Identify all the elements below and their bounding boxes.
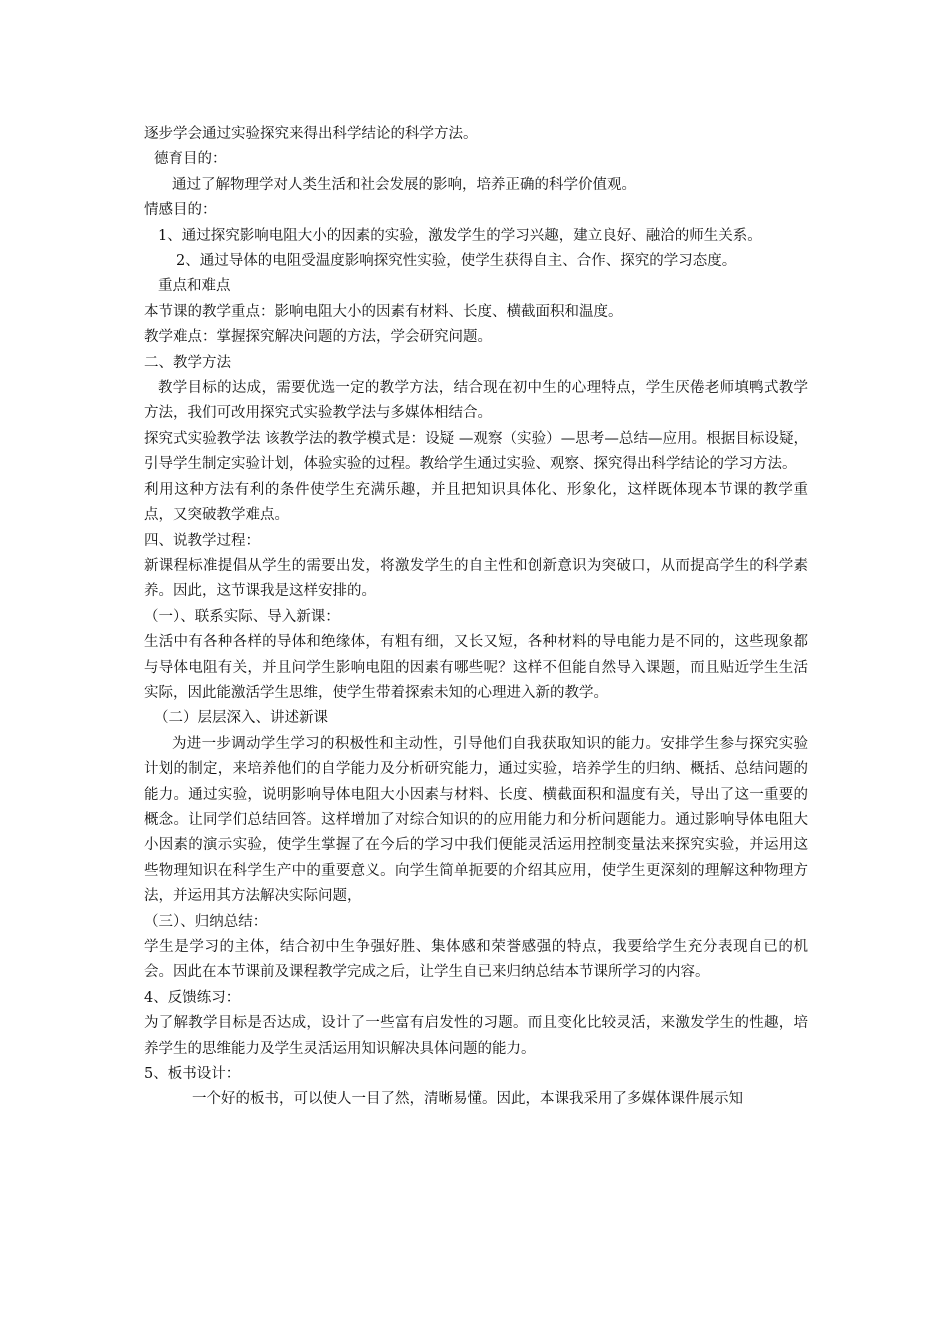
paragraph: 一个好的板书，可以使人一目了然，清晰易懂。因此，本课我采用了多媒体课件展示知 — [192, 1091, 743, 1108]
section-heading-teaching-process: 四、说教学过程： — [144, 532, 260, 549]
paragraph: 为了解教学目标是否达成，设计了一些富有启发性的习题。而且变化比较灵活，来激发学生的性趣，培养学生的思维能力及学生灵活运用知识解决具体问题的能力。 — [144, 1015, 808, 1057]
paragraph: 新课程标准提倡从学生的需要出发，将激发学生的自主性和创新意识为突破口，从而提高学生的科学素养。因此，这节课我是这样安排的。 — [144, 557, 808, 600]
section-heading-blackboard: 5、板书设计： — [144, 1066, 241, 1083]
section-heading-moral-goal: 德育目的： — [154, 151, 227, 168]
paragraph: 教学目标的达成，需要优选一定的教学方法，结合现在初中生的心理特点，学生厌倦老师填鸭式教学方法，我们可改用探究式实验教学法与多媒体相结合。 — [144, 380, 808, 422]
section-heading-emotional-goal: 情感目的： — [144, 202, 217, 219]
document-page — [144, 122, 808, 1113]
section-heading-key-points: 重点和难点 — [158, 278, 231, 295]
section-heading-feedback: 4、反馈练习： — [144, 989, 241, 1006]
paragraph: 利用这种方法有利的条件使学生充满乐趣，并且把知识具体化、形象化，这样既体现本节课的教学重点，又突破教学难点。 — [144, 481, 808, 524]
subsection-heading: （二）层层深入、讲述新课 — [154, 710, 328, 727]
paragraph: 逐步学会通过实验探究来得出科学结论的科学方法。 — [144, 126, 478, 142]
list-item: 2、通过导体的电阻受温度影响探究性实验，使学生获得自主、合作、探究的学习态度。 — [176, 253, 737, 270]
section-heading-teaching-method: 二、教学方法 — [144, 354, 231, 371]
paragraph: 学生是学习的主体，结合初中生争强好胜、集体感和荣誉感强的特点，我要给学生充分表现自已的机会。因此在本节课前及课程教学完成之后，让学生自已来归纳总结本节课所学习的内容。 — [144, 939, 808, 981]
paragraph: 本节课的教学重点：影响电阻大小的因素有材料、长度、横截面积和温度。 — [144, 303, 623, 320]
paragraph: 生活中有各种各样的导体和绝缘体，有粗有细，又长又短，各种材料的导电能力是不同的，这些现象都与导体电阻有关，并且问学生影响电阻的因素有哪些呢？这样不但能自然导入课题，而且贴近学生生活实际，因此能激活学生思维，使学生带着探索未知的心理进入新的教学。 — [144, 634, 808, 701]
list-item: 1、通过探究影响电阻大小的因素的实验，激发学生的学习兴趣，建立良好、融洽的师生关系。 — [158, 227, 762, 244]
subsection-heading: （一）、联系实际、导入新课： — [144, 608, 340, 625]
paragraph: 探究式实验教学法 该教学法的教学模式是：设疑 —观察（实验）—思考—总结—应用。根据目标设疑，引导学生制定实验计划，体验实验的过程。教给学生通过实验、观察、探究得出科学结论的学习方法。 — [144, 430, 808, 473]
paragraph: 为进一步调动学生学习的积极性和主动性，引导他们自我获取知识的能力。安排学生参与探究实验计划的制定，来培养他们的自学能力及分析研究能力，通过实验，培养学生的归纳、概括、总结问题的能力。通过实验，说明影响导体电阻大小因素与材料、长度、横截面积和温度有关，导出了这一重要的概念。让同学们总结回答。这样增加了对综合知识的的应用能力和分析问题能力。通过影响导体电阻大小因素的演示实验，使学生掌握了在今后的学习中我们便能灵活运用控制变量法来探究实验，并运用这些物理知识在科学生产中的重要意义。向学生简单扼要的介绍其应用，使学生更深刻的理解这种物理方法，并运用其方法解决实际问题， — [144, 735, 808, 905]
paragraph: 教学难点：掌握探究解决问题的方法，学会研究问题。 — [144, 329, 492, 346]
subsection-heading: （三）、归纳总结： — [144, 913, 268, 930]
paragraph: 通过了解物理学对人类生活和社会发展的影响，培养正确的科学价值观。 — [172, 176, 636, 193]
